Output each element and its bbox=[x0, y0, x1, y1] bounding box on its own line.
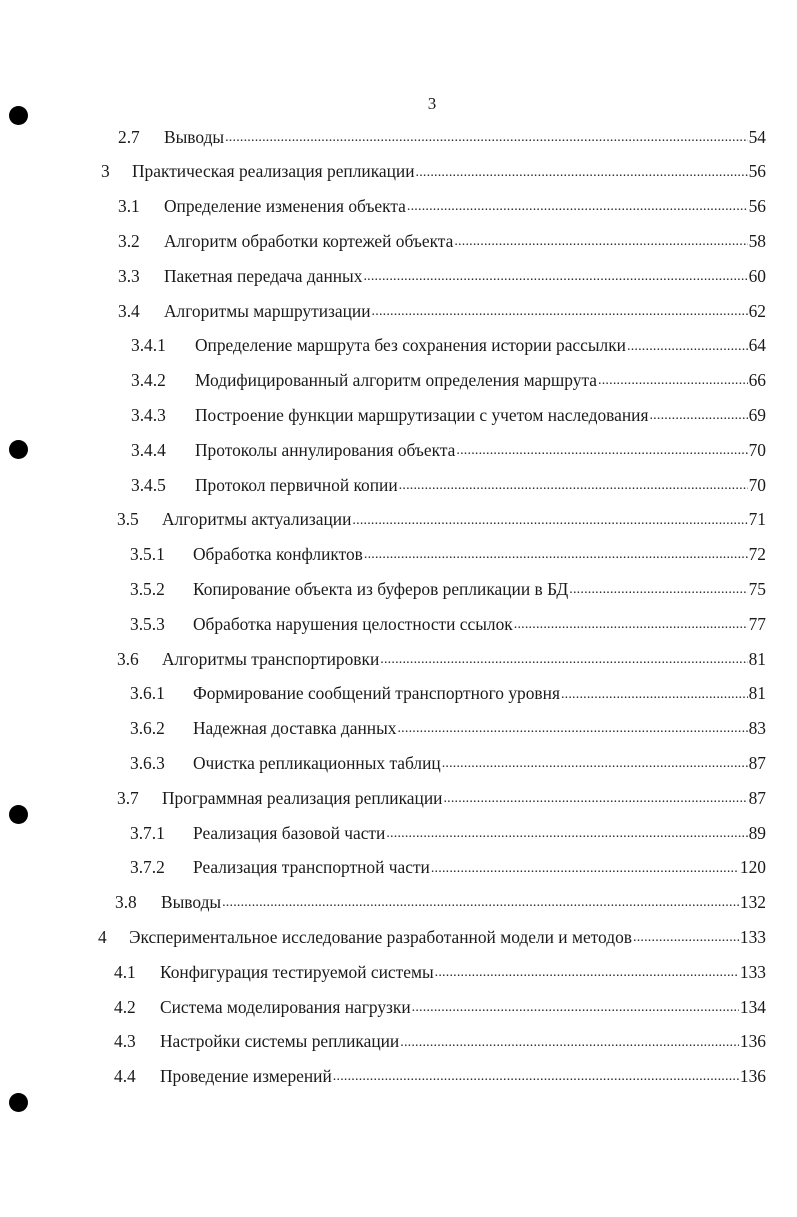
toc-entry-title: Обработка конфликтов bbox=[193, 544, 363, 565]
toc-entry-page: 87 bbox=[748, 753, 766, 774]
dot-leader bbox=[627, 338, 748, 355]
toc-entry-title: Обработка нарушения целостности ссылок bbox=[193, 613, 513, 634]
toc-entry-number: 3.1 bbox=[118, 196, 140, 217]
dot-leader bbox=[412, 999, 739, 1016]
dot-leader bbox=[352, 512, 747, 529]
toc-entry-page: 133 bbox=[739, 961, 766, 982]
toc-entry[interactable] bbox=[118, 259, 766, 294]
binder-hole-icon bbox=[9, 440, 28, 459]
toc-entry-number: 3.5.2 bbox=[130, 579, 165, 600]
toc-entry-page: 134 bbox=[739, 996, 766, 1017]
toc-entry-page: 75 bbox=[748, 579, 766, 600]
toc-entry[interactable] bbox=[130, 816, 766, 851]
toc-entry-number: 3.5.3 bbox=[130, 613, 165, 634]
toc-entry-number: 4.1 bbox=[114, 961, 136, 982]
toc-entry-page: 54 bbox=[748, 126, 766, 147]
binder-hole-icon bbox=[9, 106, 28, 125]
toc-entry[interactable] bbox=[117, 642, 766, 677]
toc-entry-page: 64 bbox=[748, 335, 766, 356]
toc-entry-number: 3.3 bbox=[118, 265, 140, 286]
toc-entry[interactable] bbox=[115, 886, 766, 921]
toc-entry-page: 77 bbox=[748, 613, 766, 634]
toc-entry-number: 3.4.1 bbox=[131, 335, 166, 356]
toc-entry[interactable] bbox=[131, 468, 766, 503]
dot-leader bbox=[397, 720, 747, 737]
toc-entry-title: Конфигурация тестируемой системы bbox=[160, 961, 434, 982]
dot-leader bbox=[333, 1068, 739, 1085]
toc-entry[interactable] bbox=[98, 920, 766, 955]
toc-entry[interactable] bbox=[118, 120, 766, 155]
dot-leader bbox=[435, 964, 739, 981]
toc-entry-page: 87 bbox=[748, 787, 766, 808]
toc-entry[interactable] bbox=[118, 294, 766, 329]
toc-entry[interactable] bbox=[114, 955, 766, 990]
toc-entry-page: 56 bbox=[748, 161, 766, 182]
dot-leader bbox=[372, 303, 748, 320]
toc-entry-number: 3.4.2 bbox=[131, 370, 166, 391]
dot-leader bbox=[649, 407, 747, 424]
toc-entry[interactable] bbox=[118, 190, 766, 225]
toc-entry[interactable] bbox=[131, 329, 766, 364]
toc-entry-page: 133 bbox=[739, 927, 766, 948]
toc-entry-page: 72 bbox=[748, 544, 766, 565]
dot-leader bbox=[363, 268, 747, 285]
dot-leader bbox=[454, 233, 747, 250]
toc-entry-number: 3.6.1 bbox=[130, 683, 165, 704]
toc-entry-page: 69 bbox=[748, 405, 766, 426]
binder-hole-icon bbox=[9, 805, 28, 824]
toc-entry-number: 3.4.4 bbox=[131, 439, 166, 460]
dot-leader bbox=[225, 129, 748, 146]
toc-entry-page: 120 bbox=[739, 857, 766, 878]
dot-leader bbox=[569, 581, 747, 598]
toc-entry[interactable] bbox=[130, 712, 766, 747]
toc-entry-number: 3.8 bbox=[115, 892, 137, 913]
toc-entry-number: 3.4.5 bbox=[131, 474, 166, 495]
toc-entry-title: Пакетная передача данных bbox=[164, 265, 363, 286]
toc-entry-title: Очистка репликационных таблиц bbox=[193, 753, 441, 774]
dot-leader bbox=[598, 372, 748, 389]
dot-leader bbox=[416, 164, 748, 181]
toc-entry-number: 3.5.1 bbox=[130, 544, 165, 565]
toc-entry-page: 62 bbox=[748, 300, 766, 321]
toc-entry-title: Алгоритм обработки кортежей объекта bbox=[164, 231, 454, 252]
toc-entry-title: Система моделирования нагрузки bbox=[160, 996, 411, 1017]
toc-entry-page: 66 bbox=[748, 370, 766, 391]
toc-entry-title: Определение маршрута без сохранения истории рассылки bbox=[195, 335, 626, 356]
toc-entry-number: 3.6 bbox=[117, 648, 139, 669]
toc-entry-number: 3.7.2 bbox=[130, 857, 165, 878]
toc-entry-title: Выводы bbox=[161, 892, 222, 913]
toc-entry-number: 3.4.3 bbox=[131, 405, 166, 426]
toc-entry-title: Определение изменения объекта bbox=[164, 196, 406, 217]
toc-entry-number: 4 bbox=[98, 927, 107, 948]
dot-leader bbox=[364, 546, 748, 563]
toc-entry-page: 70 bbox=[748, 439, 766, 460]
toc-entry-title: Экспериментальное исследование разработанной модели и методов bbox=[129, 927, 632, 948]
dot-leader bbox=[399, 477, 748, 494]
toc-entry-number: 4.2 bbox=[114, 996, 136, 1017]
toc-entry-title: Алгоритмы актуализации bbox=[162, 509, 352, 530]
toc-entry[interactable] bbox=[130, 851, 766, 886]
toc-entry-title: Копирование объекта из буферов репликации в БД bbox=[193, 579, 569, 600]
toc-entry-page: 132 bbox=[739, 892, 766, 913]
toc-entry-title: Протоколы аннулирования объекта bbox=[195, 439, 456, 460]
toc-entry-page: 136 bbox=[739, 1066, 766, 1087]
toc-entry-title: Модифицированный алгоритм определения маршрута bbox=[195, 370, 598, 391]
toc-entry-title: Надежная доставка данных bbox=[193, 718, 397, 739]
toc-entry-title: Алгоритмы маршрутизации bbox=[164, 300, 371, 321]
toc-entry-number: 4.3 bbox=[114, 1031, 136, 1052]
toc-entry[interactable] bbox=[114, 1060, 766, 1095]
dot-leader bbox=[442, 755, 748, 772]
dot-leader bbox=[561, 686, 748, 703]
toc-entry[interactable] bbox=[130, 677, 766, 712]
toc-entry-number: 3.2 bbox=[118, 231, 140, 252]
toc-entry[interactable] bbox=[130, 607, 766, 642]
toc-entry-page: 60 bbox=[748, 265, 766, 286]
toc-entry-number: 4.4 bbox=[114, 1066, 136, 1087]
dot-leader bbox=[456, 442, 747, 459]
toc-entry-title: Протокол первичной копии bbox=[195, 474, 398, 495]
toc-entry-page: 81 bbox=[748, 648, 766, 669]
toc-entry[interactable] bbox=[131, 398, 766, 433]
toc-entry-title: Реализация базовой части bbox=[193, 822, 386, 843]
toc-entry-number: 3.7 bbox=[117, 787, 139, 808]
toc-entry-page: 56 bbox=[748, 196, 766, 217]
page-number: 3 bbox=[427, 94, 437, 113]
toc-entry[interactable] bbox=[131, 433, 766, 468]
dot-leader bbox=[443, 790, 747, 807]
dot-leader bbox=[514, 616, 748, 633]
dot-leader bbox=[633, 929, 739, 946]
dot-leader bbox=[400, 1034, 739, 1051]
dot-leader bbox=[222, 894, 739, 911]
toc-entry[interactable] bbox=[114, 990, 766, 1025]
toc-entry-title: Реализация транспортной части bbox=[193, 857, 430, 878]
toc-entry-title: Алгоритмы транспортировки bbox=[162, 648, 380, 669]
toc-entry-page: 71 bbox=[748, 509, 766, 530]
dot-leader bbox=[431, 860, 739, 877]
toc-entry[interactable] bbox=[130, 572, 766, 607]
dot-leader bbox=[380, 651, 747, 668]
toc-entry-title: Выводы bbox=[164, 126, 225, 147]
toc-entry[interactable] bbox=[130, 746, 766, 781]
toc-entry[interactable] bbox=[130, 538, 766, 573]
toc-entry-page: 136 bbox=[739, 1031, 766, 1052]
toc-entry-number: 3.6.2 bbox=[130, 718, 165, 739]
toc-entry-number: 3 bbox=[101, 161, 110, 182]
toc-entry-page: 89 bbox=[748, 822, 766, 843]
binder-hole-icon bbox=[9, 1093, 28, 1112]
dot-leader bbox=[407, 198, 748, 215]
toc-entry[interactable] bbox=[131, 364, 766, 399]
toc-entry-number: 3.7.1 bbox=[130, 822, 165, 843]
toc-entry-title: Проведение измерений bbox=[160, 1066, 332, 1087]
toc-entry-page: 83 bbox=[748, 718, 766, 739]
toc-entry-page: 58 bbox=[748, 231, 766, 252]
toc-entry[interactable] bbox=[118, 224, 766, 259]
toc-entry-title: Формирование сообщений транспортного уровня bbox=[193, 683, 560, 704]
toc-entry-number: 3.4 bbox=[118, 300, 140, 321]
toc-entry[interactable] bbox=[101, 155, 766, 190]
toc-entry-number: 3.6.3 bbox=[130, 753, 165, 774]
toc-entry[interactable] bbox=[117, 781, 766, 816]
toc-entry[interactable] bbox=[114, 1025, 766, 1060]
toc-entry[interactable] bbox=[117, 503, 766, 538]
toc-entry-number: 2.7 bbox=[118, 126, 140, 147]
toc-entry-number: 3.5 bbox=[117, 509, 139, 530]
toc-entry-title: Настройки системы репликации bbox=[160, 1031, 400, 1052]
toc-entry-title: Программная реализация репликации bbox=[162, 787, 443, 808]
toc-entry-title: Практическая реализация репликации bbox=[132, 161, 415, 182]
toc-entry-page: 70 bbox=[748, 474, 766, 495]
toc-entry-title: Построение функции маршрутизации с учетом наследования bbox=[195, 405, 649, 426]
dot-leader bbox=[386, 825, 747, 842]
toc-entry-page: 81 bbox=[748, 683, 766, 704]
